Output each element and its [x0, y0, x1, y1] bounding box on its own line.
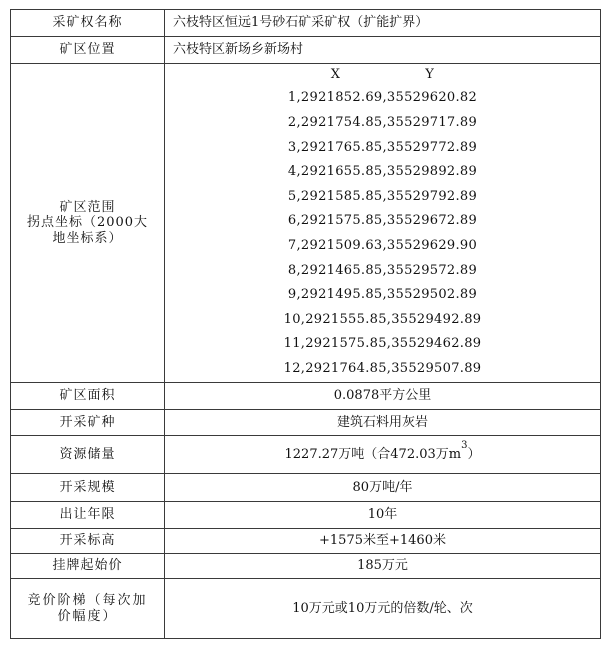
value-location: 六枝特区新场乡新场村 [165, 37, 601, 64]
mining-rights-info-table [10, 9, 601, 639]
coord-point: 6,2921575.85,35529672.89 [287, 213, 478, 229]
coord-point: 10,2921555.85,35529492.89 [283, 311, 482, 327]
label-reserves: 资源储量 [11, 436, 165, 474]
reserves-text: 1227.27万吨（合472.03万m [284, 446, 462, 462]
label-start-price: 挂牌起始价 [11, 554, 165, 579]
coord-header [165, 64, 600, 86]
row-range [11, 64, 601, 383]
row-bid-step [11, 579, 601, 639]
coord-header-x: X [330, 67, 341, 83]
value-start-price: 185万元 [165, 554, 601, 579]
value-reserves [165, 436, 601, 474]
coord-point: 1,2921852.69,35529620.82 [287, 90, 478, 106]
label-range-line3: 地坐标系） [52, 230, 123, 246]
label-bid-step [11, 579, 165, 639]
label-range [11, 64, 165, 383]
row-area [11, 383, 601, 410]
coord-point: 2,2921754.85,35529717.89 [287, 115, 478, 131]
row-term [11, 502, 601, 529]
coord-point: 11,2921575.85,35529462.89 [283, 336, 482, 352]
label-term: 出让年限 [11, 502, 165, 529]
label-location: 矿区位置 [11, 37, 165, 64]
value-bid-step: 10万元或10万元的倍数/轮、次 [165, 579, 601, 639]
label-rights-name: 采矿权名称 [11, 10, 165, 37]
label-bid-step-line2: 价幅度） [57, 608, 118, 624]
reserves-text-end: ） [467, 446, 481, 462]
coord-point: 9,2921495.85,35529502.89 [287, 287, 478, 303]
label-scale: 开采规模 [11, 474, 165, 502]
row-scale [11, 474, 601, 502]
coord-point: 12,2921764.85,35529507.89 [283, 360, 482, 376]
coord-point: 5,2921585.85,35529792.89 [287, 188, 478, 204]
label-range-line1: 矿区范围 [59, 199, 116, 215]
row-start-price [11, 554, 601, 579]
value-mineral: 建筑石料用灰岩 [165, 410, 601, 436]
coord-point: 8,2921465.85,35529572.89 [287, 262, 478, 278]
value-area: 0.0878平方公里 [165, 383, 601, 410]
coord-header-y: Y [425, 67, 434, 83]
value-range [165, 64, 601, 383]
coord-point: 3,2921765.85,35529772.89 [287, 139, 478, 155]
row-mineral [11, 410, 601, 436]
label-bid-step-line1: 竞价阶梯（每次加 [27, 592, 148, 608]
row-elevation [11, 529, 601, 554]
coord-point: 7,2921509.63,35529629.90 [287, 238, 478, 253]
value-rights-name: 六枝特区恒远1号砂石矿采矿权（扩能扩界） [165, 10, 601, 37]
row-location [11, 37, 601, 64]
row-reserves [11, 436, 601, 474]
reserves-superscript: 3 [461, 439, 468, 451]
label-mineral: 开采矿种 [11, 410, 165, 436]
value-term: 10年 [165, 502, 601, 529]
coord-point: 4,2921655.85,35529892.89 [287, 164, 478, 180]
label-range-line2: 拐点坐标（2000大 [26, 215, 149, 231]
row-rights-name [11, 10, 601, 37]
value-scale: 80万吨/年 [165, 474, 601, 502]
label-elevation: 开采标高 [11, 529, 165, 554]
value-elevation: +1575米至+1460米 [165, 529, 601, 554]
label-area: 矿区面积 [11, 383, 165, 410]
